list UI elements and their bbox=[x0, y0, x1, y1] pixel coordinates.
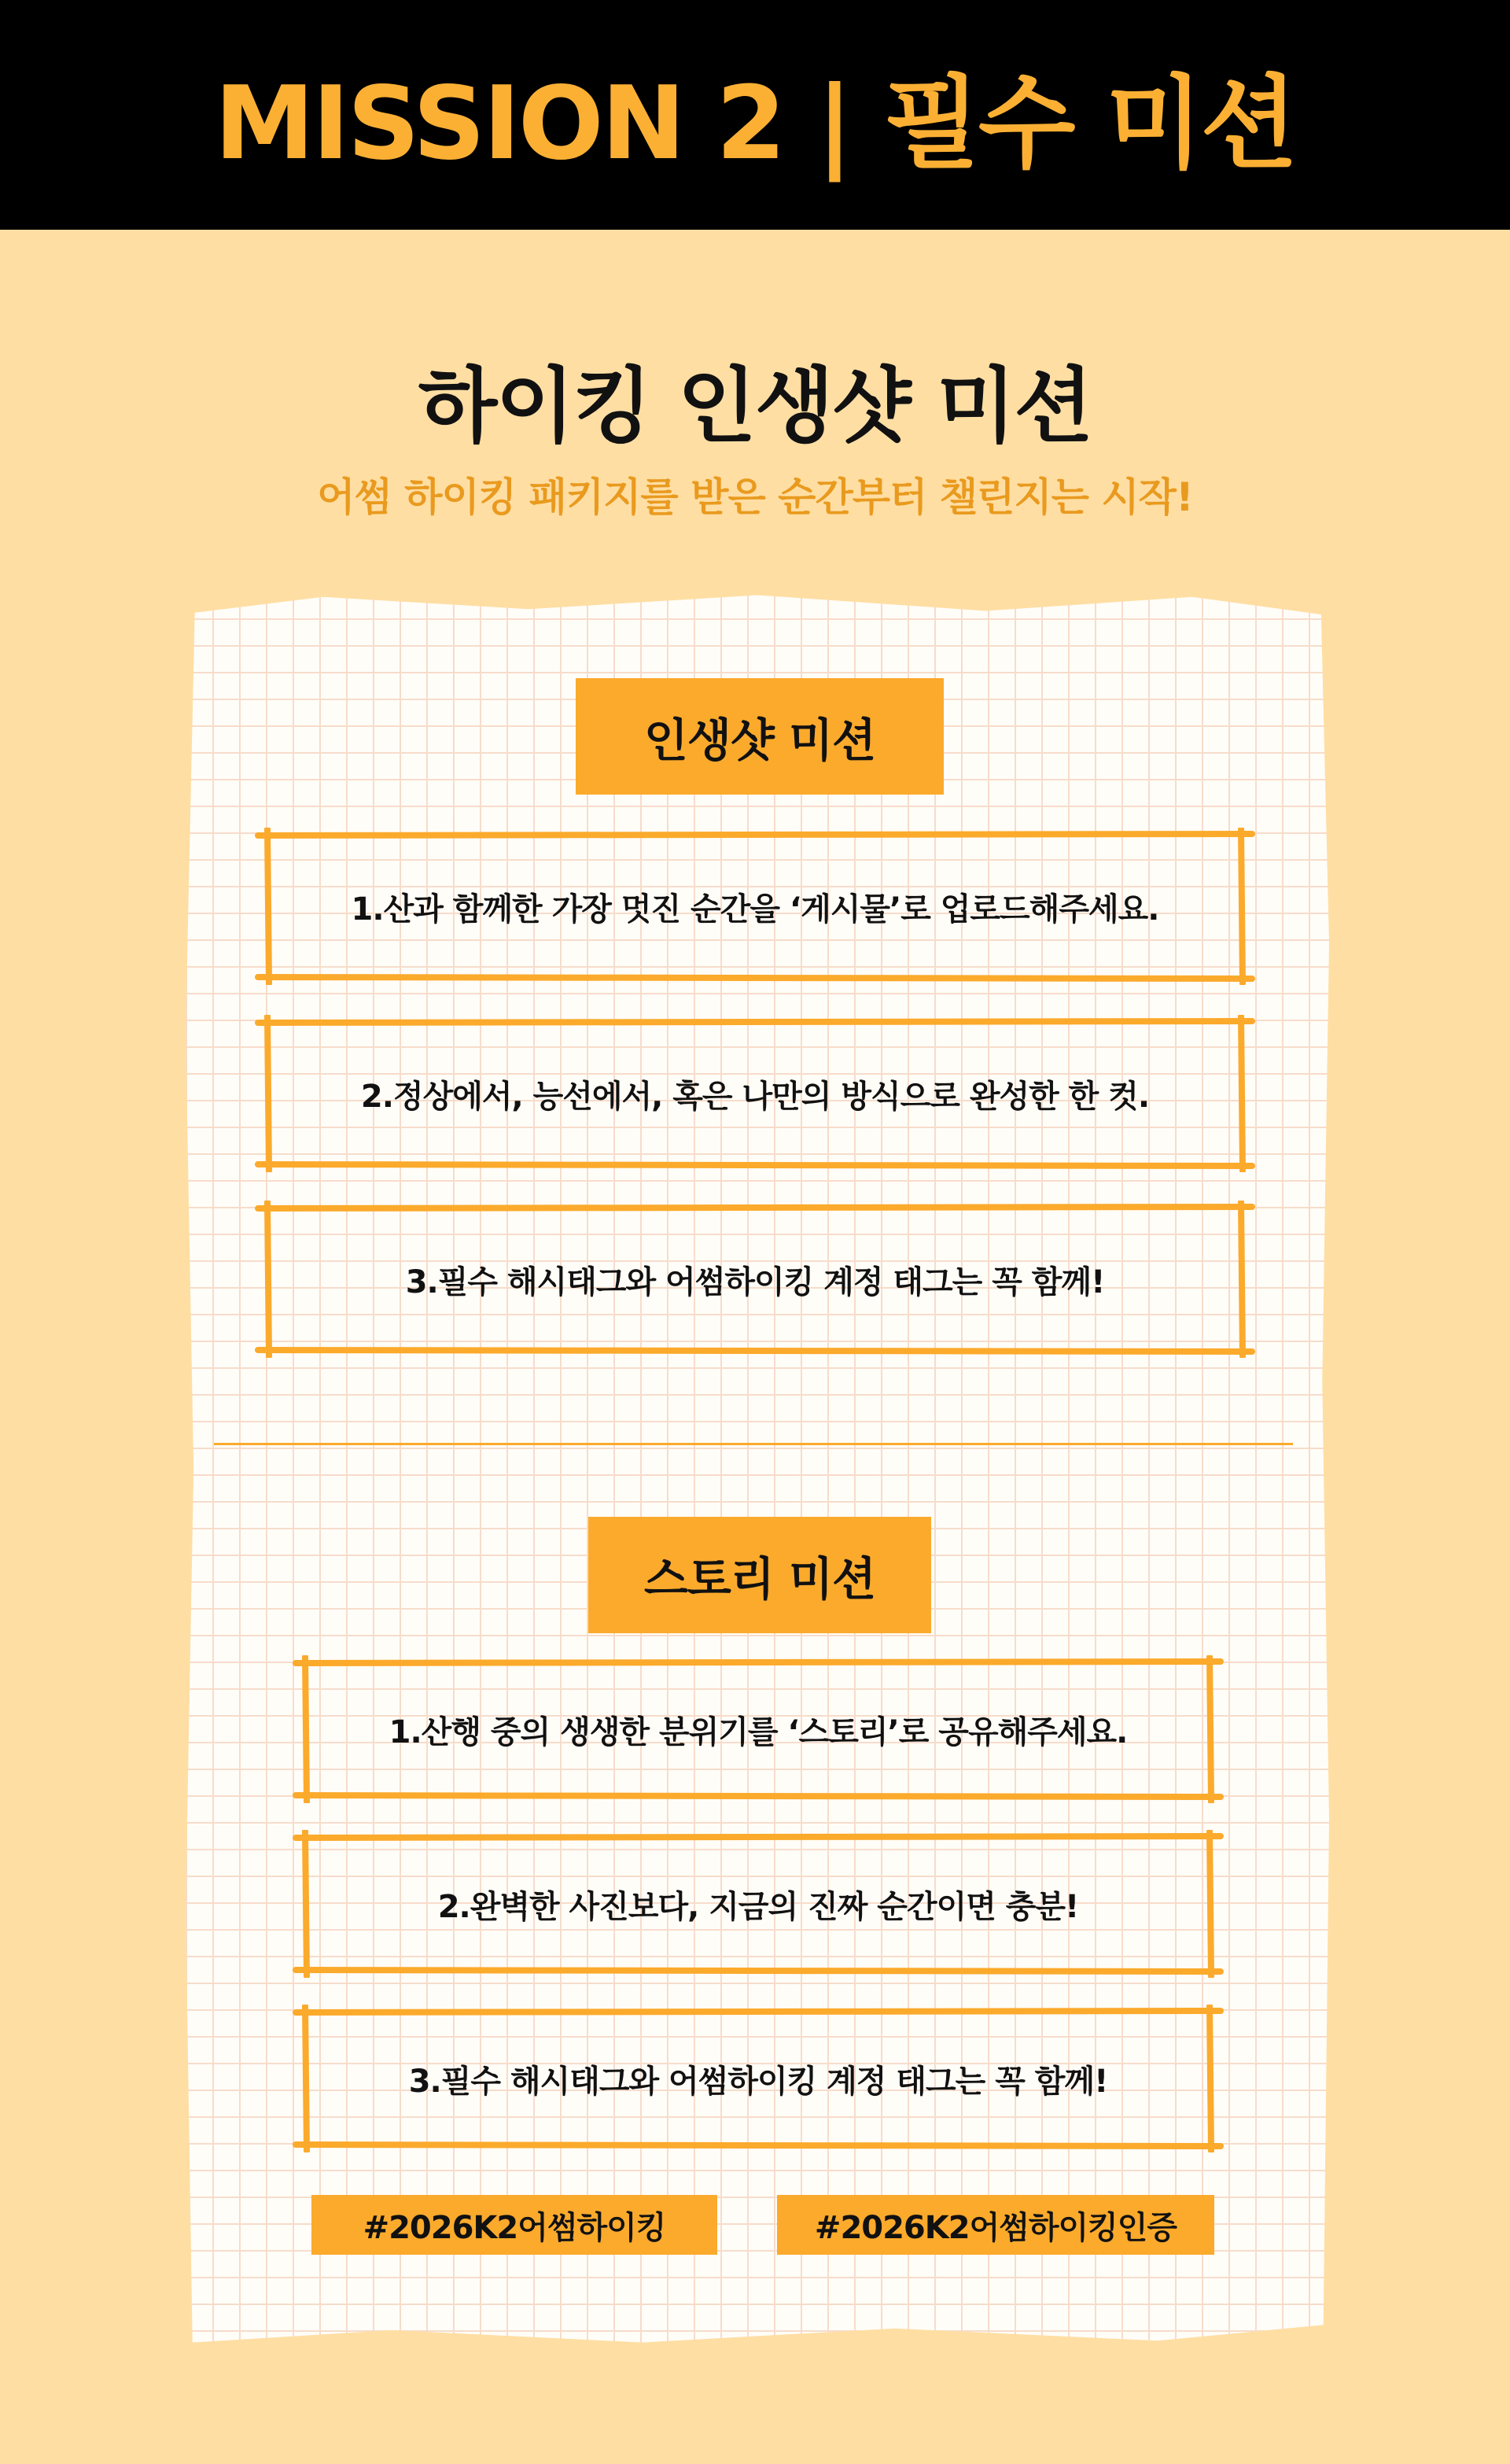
mission-item-frame bbox=[293, 1655, 1224, 1803]
mission-item-text: 3.필수 해시태그와 어썸하이킹 계정 태그는 꼭 함께! bbox=[408, 2063, 1108, 2100]
page-subtitle: 어썸 하이킹 패키지를 받은 순간부터 챌린지는 시작! bbox=[317, 474, 1193, 520]
hashtag-badge: #2026K2어썸하이킹인증 bbox=[777, 2195, 1214, 2255]
mission-item-frame bbox=[293, 2005, 1224, 2152]
mission-item-text: 2.완벽한 사진보다, 지금의 진짜 순간이면 충분! bbox=[437, 1888, 1079, 1925]
mission-title: MISSION 2 | 필수 미션 bbox=[214, 65, 1296, 183]
mission-item-text: 2.정상에서, 능선에서, 혹은 나만의 방식으로 완성한 한 컷. bbox=[360, 1078, 1150, 1115]
hashtag-badge: #2026K2어썸하이킹 bbox=[311, 2195, 717, 2255]
section-label-story-mission: 스토리 미션 bbox=[588, 1517, 931, 1633]
mission-item-frame bbox=[255, 1015, 1255, 1172]
mission-item-text: 1.산행 중의 생생한 분위기를 ‘스토리’로 공유해주세요. bbox=[389, 1713, 1128, 1750]
section-divider bbox=[214, 1443, 1293, 1445]
mission-item-frame bbox=[255, 1201, 1255, 1358]
section-label-photo-mission: 인생샷 미션 bbox=[576, 678, 944, 795]
mission-item-frame bbox=[255, 828, 1255, 985]
mission-item-text: 3.필수 해시태그와 어썸하이킹 계정 태그는 꼭 함께! bbox=[405, 1263, 1105, 1300]
mission-banner bbox=[0, 0, 1510, 230]
mission-item-text: 1.산과 함께한 가장 멋진 순간을 ‘게시물’로 업로드해주세요. bbox=[351, 891, 1159, 928]
mission-item-frame bbox=[293, 1830, 1224, 1978]
page-title: 하이킹 인생샷 미션 bbox=[418, 358, 1092, 454]
